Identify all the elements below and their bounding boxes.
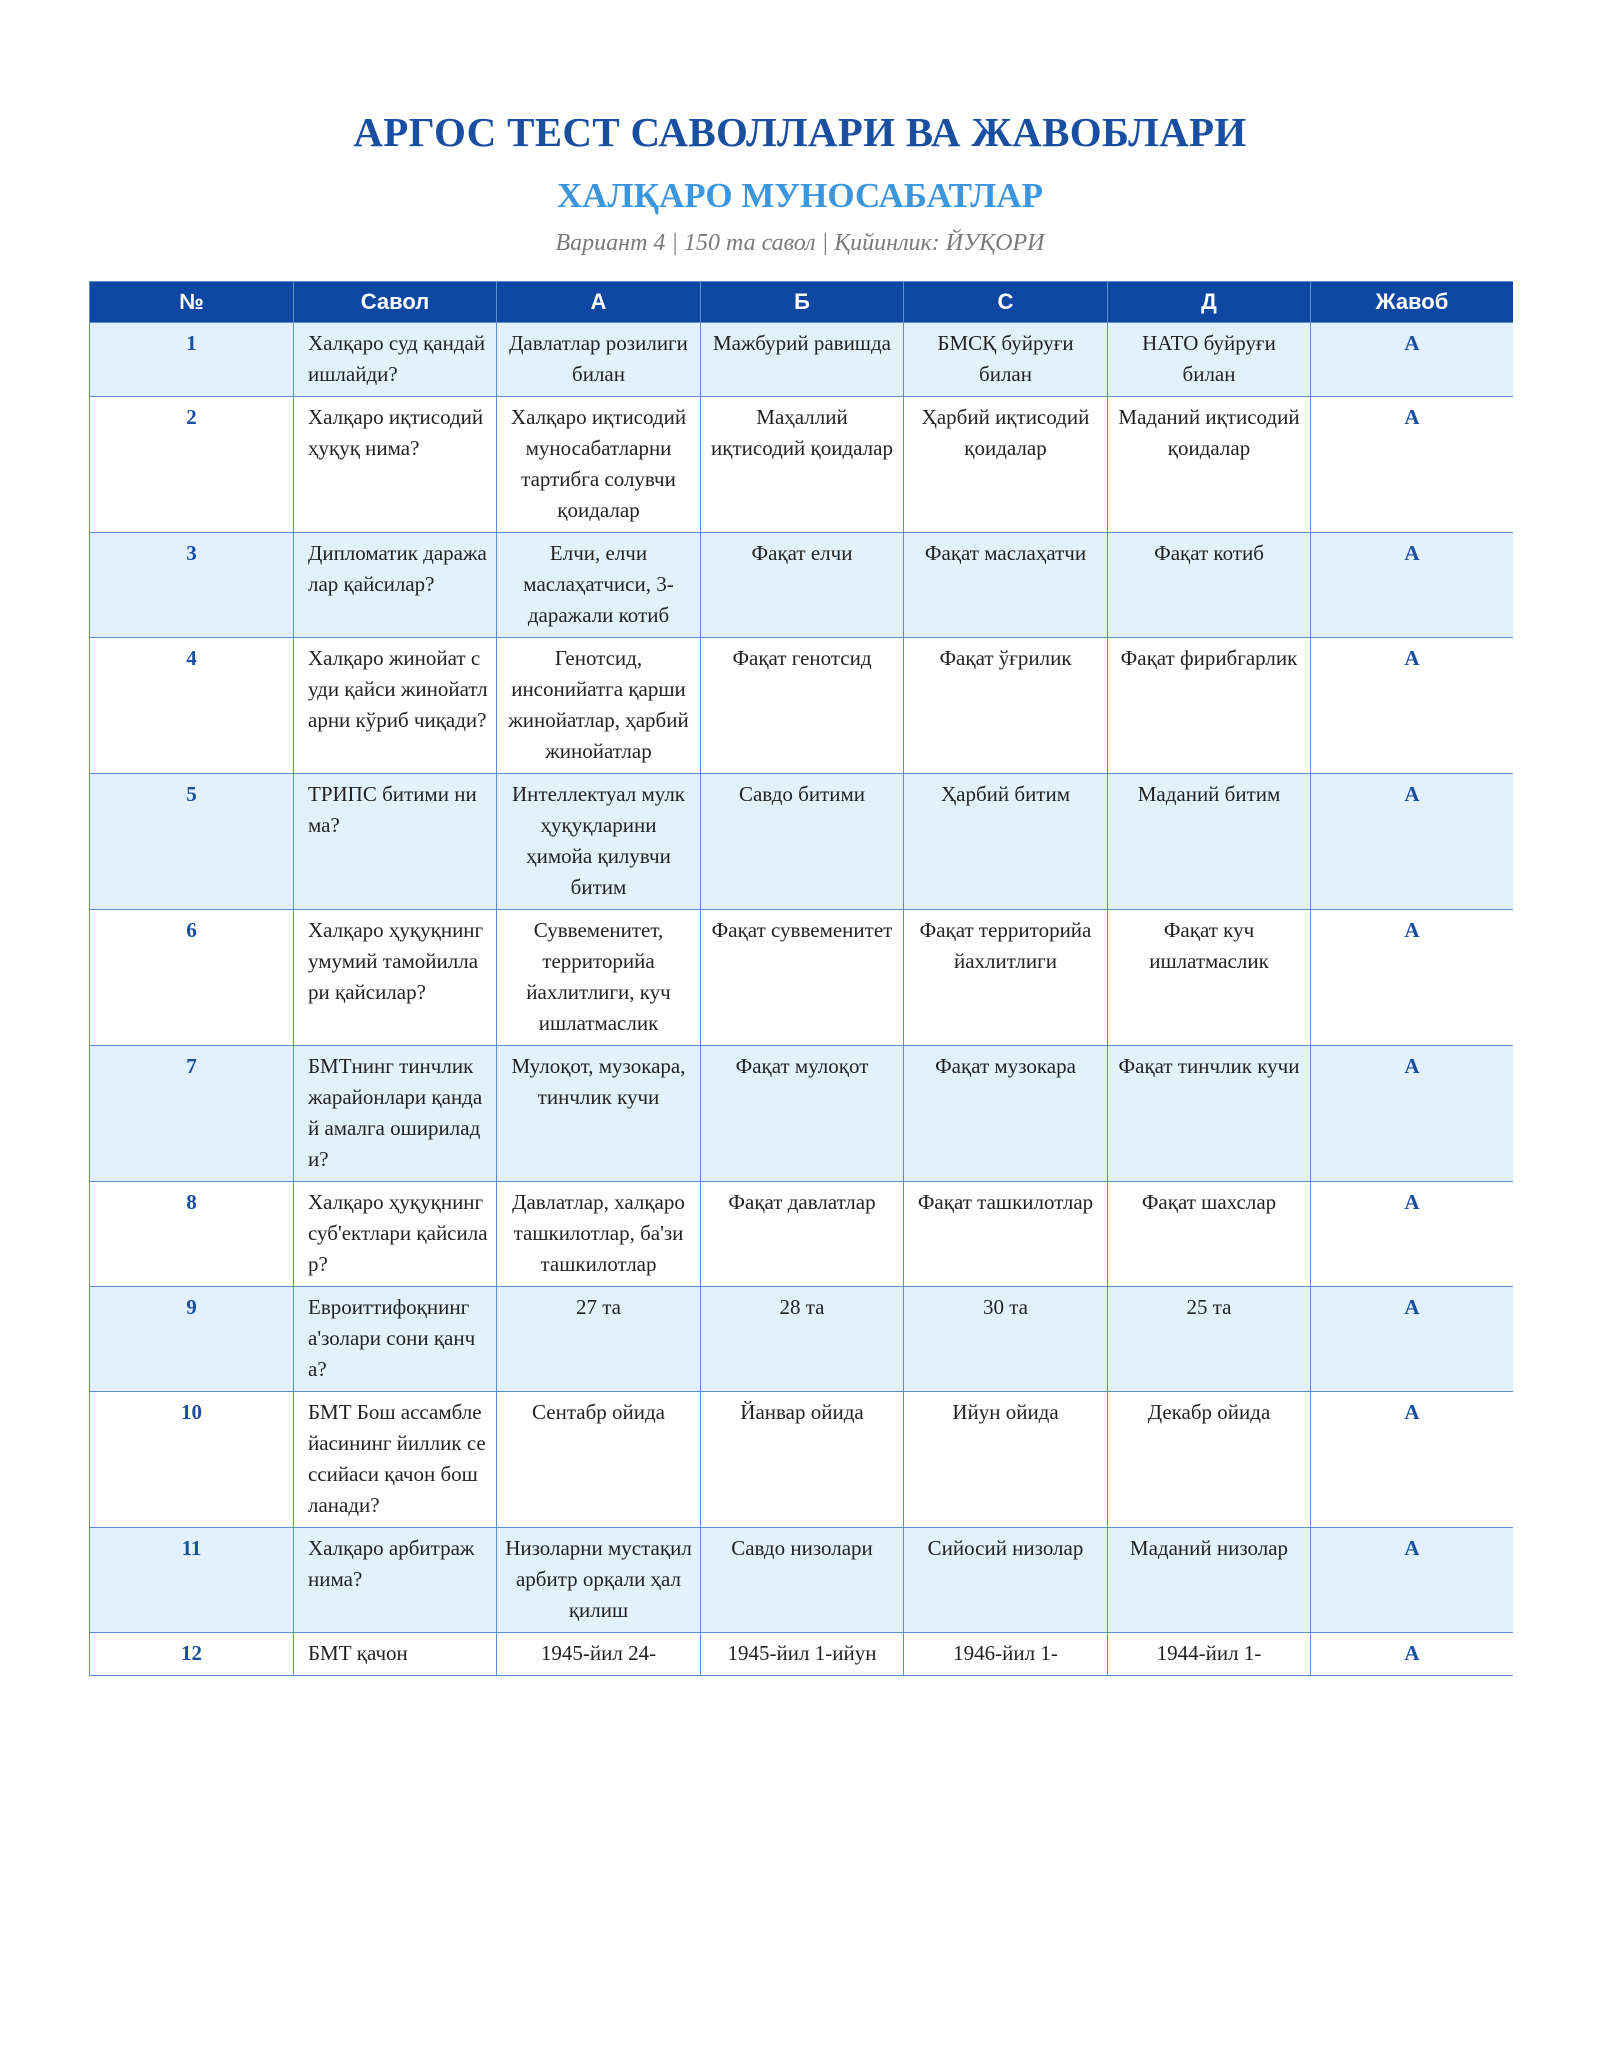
question-cell: Халқаро ҳуқуқнинг суб'ектлари қайсилар?	[294, 1182, 497, 1287]
row-number: 11	[90, 1528, 294, 1633]
option-c-cell: Фақат ўғрилик	[904, 638, 1108, 774]
row-number: 7	[90, 1046, 294, 1182]
option-a-cell: Давлатлар розилиги билан	[497, 323, 701, 397]
option-a-cell: Елчи, елчи маслаҳатчиси, 3-даражали котиб	[497, 533, 701, 638]
option-b-cell: 1945-йил 1-ийун	[701, 1633, 904, 1676]
row-number: 12	[90, 1633, 294, 1676]
question-cell: Халқаро суд қандай ишлайди?	[294, 323, 497, 397]
row-number: 5	[90, 774, 294, 910]
option-b-cell: 28 та	[701, 1287, 904, 1392]
header-answer: Жавоб	[1311, 282, 1514, 323]
row-number: 2	[90, 397, 294, 533]
option-b-cell: Маҳаллий иқтисодий қоидалар	[701, 397, 904, 533]
option-b-cell: Фақат генотсид	[701, 638, 904, 774]
option-a-cell: Мулоқот, музокара, тинчлик кучи	[497, 1046, 701, 1182]
table-row	[90, 774, 1514, 910]
option-d-cell: НАТО буйруғи билан	[1108, 323, 1311, 397]
option-a-cell: Халқаро иқтисодий муносабатларни тартибга солувчи қоидалар	[497, 397, 701, 533]
option-a-cell: Низоларни мустақил арбитр орқали ҳал қилиш	[497, 1528, 701, 1633]
row-number: 9	[90, 1287, 294, 1392]
option-a-cell: Сентабр ойида	[497, 1392, 701, 1528]
questions-table	[89, 281, 1513, 1676]
option-c-cell: Фақат музокара	[904, 1046, 1108, 1182]
option-b-cell: Фақат елчи	[701, 533, 904, 638]
option-d-cell: Маданий низолар	[1108, 1528, 1311, 1633]
answer-cell: А	[1311, 638, 1514, 774]
questions-table-container	[89, 281, 1513, 1961]
option-c-cell: Ҳарбий битим	[904, 774, 1108, 910]
table-row	[90, 397, 1514, 533]
option-c-cell: Фақат ташкилотлар	[904, 1182, 1108, 1287]
option-d-cell: Фақат тинчлик кучи	[1108, 1046, 1311, 1182]
header-option-b: Б	[701, 282, 904, 323]
option-b-cell: Фақат суввеменитет	[701, 910, 904, 1046]
question-cell: Халқаро арбитраж нима?	[294, 1528, 497, 1633]
option-b-cell: Мажбурий равишда	[701, 323, 904, 397]
answer-cell: А	[1311, 1633, 1514, 1676]
table-row	[90, 910, 1514, 1046]
table-body	[90, 323, 1514, 1676]
question-cell: Дипломатик даражалар қайсилар?	[294, 533, 497, 638]
option-d-cell: 25 та	[1108, 1287, 1311, 1392]
option-b-cell: Савдо низолари	[701, 1528, 904, 1633]
option-c-cell: Сийосий низолар	[904, 1528, 1108, 1633]
answer-cell: А	[1311, 1287, 1514, 1392]
option-c-cell: Фақат маслаҳатчи	[904, 533, 1108, 638]
header-number: №	[90, 282, 294, 323]
answer-cell: А	[1311, 1528, 1514, 1633]
row-number: 1	[90, 323, 294, 397]
option-b-cell: Савдо битими	[701, 774, 904, 910]
answer-cell: А	[1311, 1046, 1514, 1182]
option-d-cell: Маданий битим	[1108, 774, 1311, 910]
option-c-cell: 1946-йил 1-	[904, 1633, 1108, 1676]
table-row	[90, 638, 1514, 774]
option-c-cell: Ҳарбий иқтисодий қоидалар	[904, 397, 1108, 533]
table-row	[90, 1633, 1514, 1676]
row-number: 6	[90, 910, 294, 1046]
page-subtitle: ХАЛҚАРО МУНОСАБАТЛАР	[556, 176, 1044, 215]
page-title: АРГОС ТЕСТ САВОЛЛАРИ ВА ЖАВОБЛАРИ	[353, 109, 1247, 155]
table-row	[90, 1528, 1514, 1633]
question-cell: Халқаро жинойат суди қайси жинойатларни кўриб чиқади?	[294, 638, 497, 774]
table-row	[90, 1182, 1514, 1287]
option-d-cell: Фақат фирибгарлик	[1108, 638, 1311, 774]
option-c-cell: БМСҚ буйруғи билан	[904, 323, 1108, 397]
table-row	[90, 533, 1514, 638]
option-d-cell: Фақат котиб	[1108, 533, 1311, 638]
question-cell: БМТ Бош ассамблейасининг йиллик сессийаси қачон бошланади?	[294, 1392, 497, 1528]
answer-cell: А	[1311, 774, 1514, 910]
question-cell: Евроиттифоқнинг а'золари сони қанча?	[294, 1287, 497, 1392]
question-cell: БМТ қачон	[294, 1633, 497, 1676]
option-d-cell: Декабр ойида	[1108, 1392, 1311, 1528]
row-number: 4	[90, 638, 294, 774]
answer-cell: А	[1311, 1182, 1514, 1287]
header-option-a: А	[497, 282, 701, 323]
row-number: 8	[90, 1182, 294, 1287]
option-a-cell: Суввеменитет, территорийа йахлитлиги, куч ишлатмаслик	[497, 910, 701, 1046]
table-row	[90, 1392, 1514, 1528]
question-cell: ТРИПС битими нима?	[294, 774, 497, 910]
option-d-cell: Фақат шахслар	[1108, 1182, 1311, 1287]
header-option-d: Д	[1108, 282, 1311, 323]
option-b-cell: Йанвар ойида	[701, 1392, 904, 1528]
answer-cell: А	[1311, 910, 1514, 1046]
option-a-cell: Интеллектуал мулк ҳуқуқларини ҳимойа қилувчи битим	[497, 774, 701, 910]
header-question: Савол	[294, 282, 497, 323]
variant-info: Вариант 4 | 150 та савол | Қийинлик: ЙУҚОРИ	[555, 230, 1045, 256]
option-a-cell: 1945-йил 24-	[497, 1633, 701, 1676]
option-c-cell: 30 та	[904, 1287, 1108, 1392]
option-a-cell: Давлатлар, халқаро ташкилотлар, ба'зи ташкилотлар	[497, 1182, 701, 1287]
option-c-cell: Фақат территорийа йахлитлиги	[904, 910, 1108, 1046]
option-c-cell: Ийун ойида	[904, 1392, 1108, 1528]
table-row	[90, 323, 1514, 397]
option-a-cell: Генотсид, инсонийатга қарши жинойатлар, ҳарбий жинойатлар	[497, 638, 701, 774]
header-option-c: С	[904, 282, 1108, 323]
option-d-cell: 1944-йил 1-	[1108, 1633, 1311, 1676]
table-row	[90, 1287, 1514, 1392]
question-cell: Халқаро иқтисодий ҳуқуқ нима?	[294, 397, 497, 533]
option-d-cell: Маданий иқтисодий қоидалар	[1108, 397, 1311, 533]
question-cell: Халқаро ҳуқуқнинг умумий тамойиллари қайсилар?	[294, 910, 497, 1046]
row-number: 3	[90, 533, 294, 638]
answer-cell: А	[1311, 397, 1514, 533]
question-cell: БМТнинг тинчлик жарайонлари қандай амалга оширилади?	[294, 1046, 497, 1182]
answer-cell: А	[1311, 1392, 1514, 1528]
option-b-cell: Фақат давлатлар	[701, 1182, 904, 1287]
option-d-cell: Фақат куч ишлатмаслик	[1108, 910, 1311, 1046]
option-a-cell: 27 та	[497, 1287, 701, 1392]
row-number: 10	[90, 1392, 294, 1528]
answer-cell: А	[1311, 323, 1514, 397]
answer-cell: А	[1311, 533, 1514, 638]
option-b-cell: Фақат мулоқот	[701, 1046, 904, 1182]
table-row	[90, 1046, 1514, 1182]
table-header-row	[90, 282, 1514, 323]
